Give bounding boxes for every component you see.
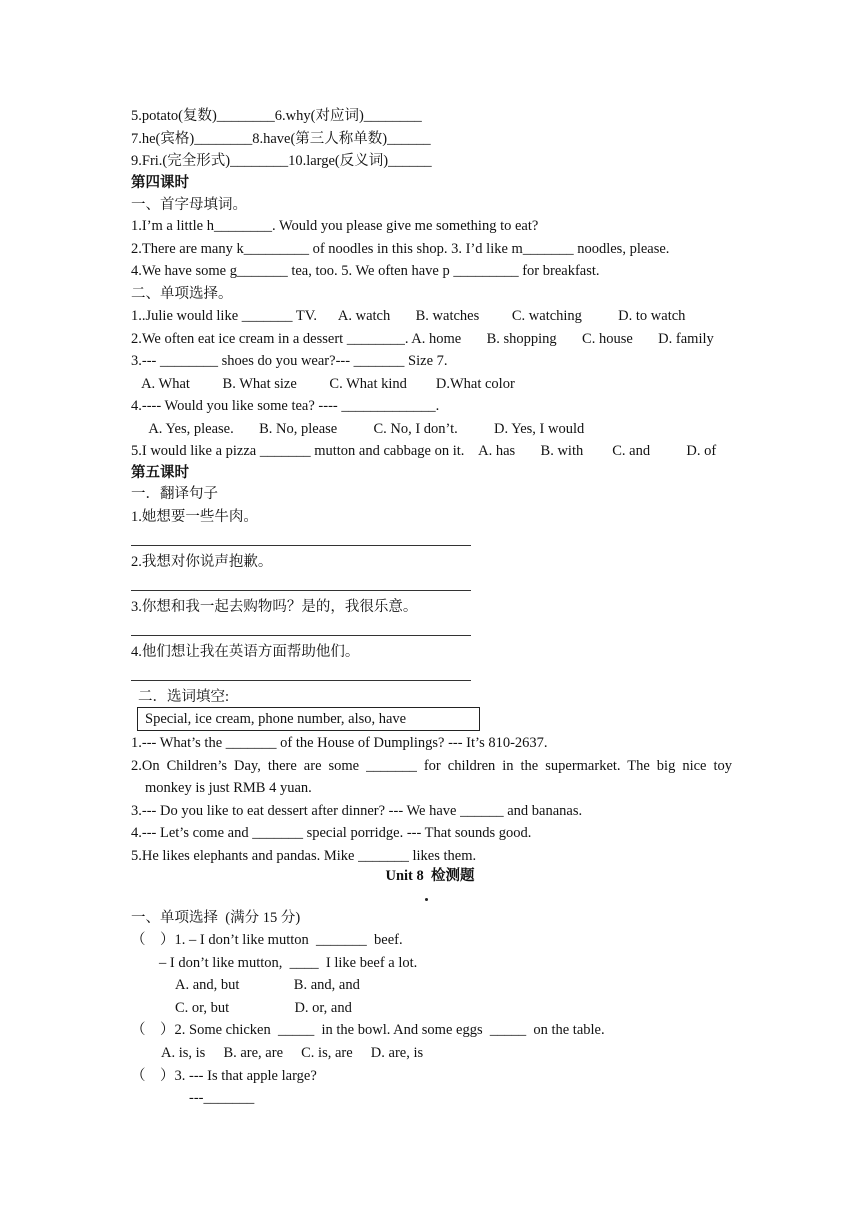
word-bank-text: Special, ice cream, phone number, also, have xyxy=(145,711,407,727)
vocab-line-9-10: 9.Fri.(完全形式)________10.large(反义词)______ xyxy=(131,153,432,169)
answer-line xyxy=(131,635,471,636)
choice-item-1: 1..Julie would like _______ TV. A. watch B. watches C. watching D. to watch xyxy=(131,308,686,324)
test-item-3-answer: ---_______ xyxy=(189,1090,255,1106)
word-bank-box xyxy=(137,707,480,731)
word-choice-item-2-cont: monkey is just RMB 4 yuan. xyxy=(145,780,312,796)
word-choice-item-3: 3.--- Do you like to eat dessert after dinner? --- We have ______ and bananas. xyxy=(131,803,583,819)
translate-item-2: 2.我想对你说声抱歉。 xyxy=(131,554,273,570)
section-initial-letter-heading: 一、首字母填词。 xyxy=(131,197,247,213)
section-word-choice-heading: 二．选词填空: xyxy=(138,689,230,705)
test-item-1-line-2: – I don’t like mutton, ____ I like beef a lot. xyxy=(159,955,418,971)
choice-item-4: 4.---- Would you like some tea? ---- _____________. xyxy=(131,398,440,414)
choice-item-3: 3.--- ________ shoes do you wear?--- _______ Size 7. xyxy=(131,353,448,369)
choice-item-4-options: A. Yes, please. B. No, please C. No, I don’t. D. Yes, I would xyxy=(131,421,585,437)
translate-item-1: 1.她想要一些牛肉。 xyxy=(131,509,258,525)
word-choice-item-2: 2.On Children’s Day, there are some _______ for children in the supermarket. The big nice toy xyxy=(131,758,732,774)
fill-item-2-3: 2.There are many k_________ of noodles in this shop. 3. I’d like m_______ noodles, please. xyxy=(131,241,670,257)
test-item-1-options-cd: C. or, but D. or, and xyxy=(175,1000,352,1016)
fill-item-4-5: 4.We have some g_______ tea, too. 5. We often have p _________ for breakfast. xyxy=(131,263,600,279)
translate-item-3: 3.你想和我一起去购物吗？是的，我很乐意。 xyxy=(131,599,418,615)
unit-8-test-title: Unit 8 检测题 xyxy=(385,868,475,884)
answer-line xyxy=(131,590,471,591)
test-item-1-options-ab: A. and, but B. and, and xyxy=(175,977,360,993)
test-item-3: （ ）3. --- Is that apple large? xyxy=(131,1068,317,1084)
test-section-choice-heading: 一、单项选择 (满分 15 分) xyxy=(131,910,301,926)
answer-line xyxy=(131,680,471,681)
vocab-line-5-6: 5.potato(复数)________6.why(对应词)________ xyxy=(131,108,422,124)
lesson-5-heading: 第五课时 xyxy=(131,465,189,481)
lesson-4-heading: 第四课时 xyxy=(131,175,189,191)
fill-item-1: 1.I’m a little h________. Would you please give me something to eat? xyxy=(131,218,539,234)
word-choice-item-4: 4.--- Let’s come and _______ special porridge. --- That sounds good. xyxy=(131,825,532,841)
word-choice-item-1: 1.--- What’s the _______ of the House of Dumplings? --- It’s 810-2637. xyxy=(131,735,548,751)
translate-item-4: 4.他们想让我在英语方面帮助他们。 xyxy=(131,644,360,660)
section-translate-heading: 一．翻译句子 xyxy=(131,486,218,502)
choice-item-5: 5.I would like a pizza _______ mutton and cabbage on it. A. has B. with C. and D. of xyxy=(131,443,717,459)
answer-line xyxy=(131,545,471,546)
choice-item-3-options: A. What B. What size C. What kind D.What color xyxy=(131,376,515,392)
test-item-2: （ ）2. Some chicken _____ in the bowl. And some eggs _____ on the table. xyxy=(131,1022,605,1038)
dot-mark xyxy=(425,898,428,901)
section-choice-heading: 二、单项选择。 xyxy=(131,286,233,302)
word-choice-item-5: 5.He likes elephants and pandas. Mike _______ likes them. xyxy=(131,848,477,864)
test-item-1: （ ）1. – I don’t like mutton _______ beef. xyxy=(131,932,403,948)
choice-item-2: 2.We often eat ice cream in a dessert ________. A. home B. shopping C. house D. family xyxy=(131,331,714,347)
vocab-line-7-8: 7.he(宾格)________8.have(第三人称单数)______ xyxy=(131,131,431,147)
test-item-2-options: A. is, is B. are, are C. is, are D. are, is xyxy=(161,1045,424,1061)
